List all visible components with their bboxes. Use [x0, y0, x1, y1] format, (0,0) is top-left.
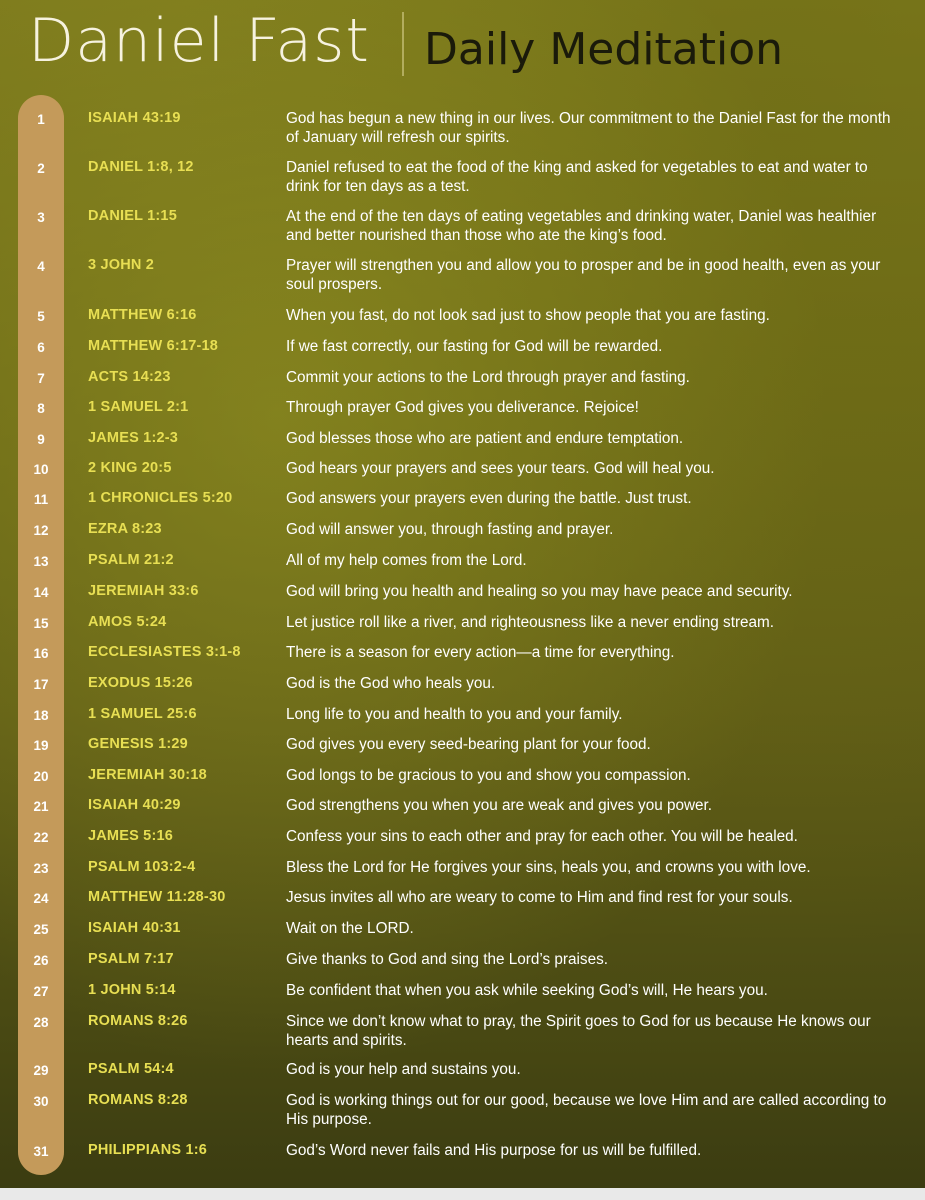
day-number: 17: [33, 677, 49, 692]
meditation-text: There is a season for every action—a time for everything.: [286, 644, 675, 661]
scripture-reference: PSALM 7:17: [88, 951, 174, 967]
meditation-text: God gives you every seed-bearing plant for your food.: [286, 736, 651, 753]
scripture-reference: EXODUS 15:26: [88, 675, 193, 691]
day-number: 15: [33, 616, 49, 631]
day-number: 18: [33, 708, 49, 723]
scripture-reference: 3 JOHN 2: [88, 257, 155, 273]
meditation-text: God is your help and sustains you.: [286, 1061, 521, 1078]
day-number: 25: [33, 922, 49, 937]
meditation-text: At the end of the ten days of eating vegetables and drinking water, Daniel was healthier and better nourished than those who ate the king’s food.: [286, 208, 877, 244]
meditation-text: Long life to you and health to you and your family.: [286, 706, 623, 723]
meditation-text: Daniel refused to eat the food of the king and asked for vegetables to eat and water to drink for ten days as a test.: [286, 159, 868, 195]
day-number: 1: [37, 112, 45, 127]
scripture-reference: 1 CHRONICLES 5:20: [88, 490, 233, 506]
scripture-reference: ROMANS 8:26: [88, 1013, 188, 1029]
day-number: 9: [37, 432, 45, 447]
day-number: 26: [33, 953, 49, 968]
meditation-text: When you fast, do not look sad just to show people that you are fasting.: [286, 307, 770, 324]
day-number: 6: [37, 340, 45, 355]
day-number: 28: [33, 1015, 49, 1030]
day-number: 31: [33, 1144, 49, 1159]
scripture-reference: MATTHEW 6:16: [88, 307, 197, 323]
day-number: 13: [33, 554, 49, 569]
page-subtitle: Daily Meditation: [424, 24, 784, 75]
scripture-reference: JEREMIAH 30:18: [88, 767, 207, 783]
scripture-reference: JAMES 5:16: [88, 828, 174, 844]
meditation-text: Be confident that when you ask while seeking God’s will, He hears you.: [286, 982, 768, 999]
meditation-text: All of my help comes from the Lord.: [286, 552, 527, 569]
scripture-reference: PSALM 103:2-4: [88, 859, 196, 875]
meditation-text: God has begun a new thing in our lives. Our commitment to the Daniel Fast for the month of January will refresh our spirits.: [286, 110, 891, 146]
meditation-text: Since we don’t know what to pray, the Spirit goes to God for us because He knows our hearts and spirits.: [286, 1013, 871, 1049]
meditation-text: Give thanks to God and sing the Lord’s praises.: [286, 951, 608, 968]
day-number: 4: [37, 259, 45, 274]
bottom-strip: [0, 1188, 925, 1200]
meditation-text: God longs to be gracious to you and show you compassion.: [286, 767, 691, 784]
scripture-reference: MATTHEW 11:28-30: [88, 889, 226, 905]
meditation-text: Let justice roll like a river, and righteousness like a never ending stream.: [286, 614, 775, 631]
scripture-reference: 2 KING 20:5: [88, 460, 172, 476]
scripture-reference: ACTS 14:23: [88, 369, 171, 385]
meditation-text: God strengthens you when you are weak and gives you power.: [286, 797, 713, 814]
meditation-text: Wait on the LORD.: [286, 920, 414, 937]
meditation-text: Confess your sins to each other and pray for each other. You will be healed.: [286, 828, 798, 845]
meditation-text: God hears your prayers and sees your tears. God will heal you.: [286, 460, 715, 477]
day-number: 10: [33, 462, 49, 477]
scripture-reference: DANIEL 1:8, 12: [88, 159, 194, 175]
day-number: 16: [33, 646, 49, 661]
day-number: 7: [37, 371, 45, 386]
day-number: 3: [37, 210, 45, 225]
day-number: 29: [33, 1063, 49, 1078]
scripture-reference: PSALM 21:2: [88, 552, 174, 568]
day-number: 5: [37, 309, 45, 324]
day-number: 24: [33, 891, 49, 906]
day-number: 2: [37, 161, 45, 176]
scripture-reference: 1 JOHN 5:14: [88, 982, 176, 998]
day-number: 21: [33, 799, 49, 814]
scripture-reference: MATTHEW 6:17-18: [88, 338, 219, 354]
meditation-text: God will bring you health and healing so you may have peace and security.: [286, 583, 793, 600]
meditation-text: Jesus invites all who are weary to come to Him and find rest for your souls.: [286, 889, 793, 906]
scripture-reference: 1 SAMUEL 2:1: [88, 399, 189, 415]
scripture-reference: ECCLESIASTES 3:1-8: [88, 644, 241, 660]
page-title: Daniel Fast: [28, 6, 370, 76]
meditation-text: God answers your prayers even during the battle. Just trust.: [286, 490, 692, 507]
day-number: 19: [33, 738, 49, 753]
meditation-text: God will answer you, through fasting and prayer.: [286, 521, 614, 538]
scripture-reference: ISAIAH 43:19: [88, 110, 181, 126]
meditation-text: Prayer will strengthen you and allow you to prosper and be in good health, even as your soul prospers.: [286, 257, 881, 293]
day-number: 30: [33, 1094, 49, 1109]
day-number: 22: [33, 830, 49, 845]
meditation-text: God’s Word never fails and His purpose for us will be fulfilled.: [286, 1142, 702, 1159]
day-number: 12: [33, 523, 49, 538]
scripture-reference: DANIEL 1:15: [88, 208, 177, 224]
scripture-reference: ISAIAH 40:31: [88, 920, 181, 936]
day-number: 8: [37, 401, 45, 416]
meditation-text: Through prayer God gives you deliverance. Rejoice!: [286, 399, 639, 416]
day-number: 20: [33, 769, 49, 784]
scripture-reference: JAMES 1:2-3: [88, 430, 179, 446]
day-number: 14: [33, 585, 49, 600]
meditation-text: If we fast correctly, our fasting for God will be rewarded.: [286, 338, 663, 355]
day-number: 11: [33, 492, 49, 507]
meditation-text: God blesses those who are patient and endure temptation.: [286, 430, 684, 447]
scripture-reference: 1 SAMUEL 25:6: [88, 706, 197, 722]
scripture-reference: ISAIAH 40:29: [88, 797, 181, 813]
meditation-text: God is the God who heals you.: [286, 675, 496, 692]
day-number: 23: [33, 861, 49, 876]
scripture-reference: AMOS 5:24: [88, 614, 167, 630]
scripture-reference: PHILIPPIANS 1:6: [88, 1142, 208, 1158]
scripture-reference: GENESIS 1:29: [88, 736, 188, 752]
meditation-text: Bless the Lord for He forgives your sins, heals you, and crowns you with love.: [286, 859, 811, 876]
scripture-reference: ROMANS 8:28: [88, 1092, 188, 1108]
scripture-reference: PSALM 54:4: [88, 1061, 174, 1077]
scripture-reference: JEREMIAH 33:6: [88, 583, 199, 599]
day-number: 27: [33, 984, 49, 999]
meditation-text: God is working things out for our good, because we love Him and are called according to His purpose.: [286, 1092, 887, 1128]
meditation-text: Commit your actions to the Lord through prayer and fasting.: [286, 369, 690, 386]
scripture-reference: EZRA 8:23: [88, 521, 162, 537]
